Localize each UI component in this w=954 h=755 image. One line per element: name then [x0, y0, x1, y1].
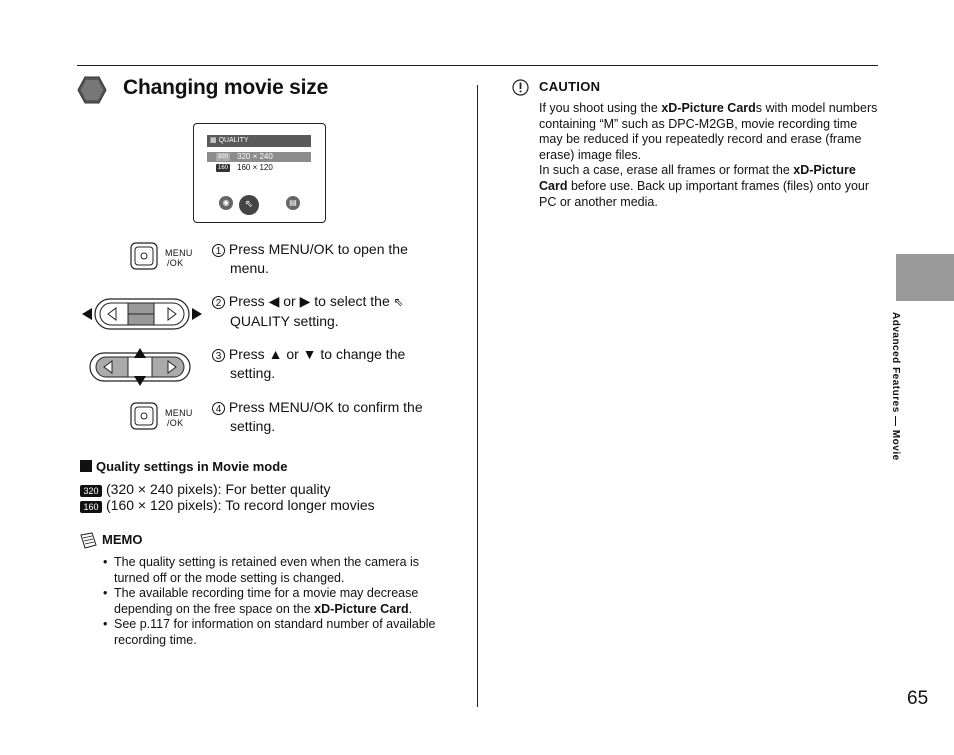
size-160-icon: 160 [80, 501, 102, 513]
right-arrow-icon: ▶ [299, 293, 311, 309]
quality-item-320: 320 (320 × 240 pixels): For better quality [80, 481, 331, 497]
menu-ok-button-icon [130, 242, 158, 270]
column-divider [477, 85, 478, 707]
step-3: 3 Press ▲ or ▼ to change the setting. [212, 345, 462, 383]
quality-icon: ⇖ [239, 195, 259, 215]
memo-item: • The quality setting is retained even when the camera is turned off or the mode setting is changed. [100, 555, 445, 586]
quality-icon: ⇖ [393, 295, 404, 309]
caution-title: CAUTION [539, 79, 601, 94]
lcd-option-160: 160 160 × 120 [217, 163, 273, 172]
top-rule [77, 65, 878, 66]
lcd-menu [207, 135, 311, 188]
quality-heading: Quality settings in Movie mode [80, 459, 287, 474]
page-title: Changing movie size [123, 76, 329, 99]
up-down-dpad-icon [88, 346, 192, 388]
chapter-tab [896, 254, 954, 301]
caution-body: If you shoot using the xD-Picture Cards with model numbers containing “M” such as DPC-M2GB, movie recording time may be reduced if you repeatedly record and erase (frame erase) image files. In such a case, erase all frames or format the xD-Picture Card before use. Back up important frames (files) onto your PC or another media. [539, 101, 878, 209]
memo-list [100, 555, 445, 648]
down-arrow-icon: ▼ [302, 346, 317, 362]
chapter-side-label: Advanced Features — Movie [890, 312, 901, 461]
page-number: 65 [907, 688, 929, 709]
quality-item-160: 160 (160 × 120 pixels): To record longer movies [80, 497, 375, 513]
step-2: 2 Press ◀ or ▶ to select the ⇖ QUALITY setting. [212, 292, 462, 331]
square-bullet-icon [80, 460, 92, 472]
up-arrow-icon: ▲ [268, 346, 283, 362]
left-right-dpad-icon [80, 297, 204, 331]
settings-icon: ▤ [286, 196, 300, 210]
menu-ok-label: MENU /OK [165, 248, 193, 268]
menu-ok-label: MENU /OK [165, 408, 193, 428]
menu-ok-button-icon [130, 402, 158, 430]
step-4: 4 Press MENU/OK to confirm the setting. [212, 398, 462, 436]
section-hexagon-icon [76, 74, 108, 106]
memo-note-icon [78, 531, 98, 551]
memo-item: • The available recording time for a movie may decrease depending on the free space on the xD-Picture Card. [100, 586, 445, 617]
memo-title: MEMO [102, 532, 143, 547]
camera-mode-icon: ◉ [219, 196, 233, 210]
memo-item: • See p.117 for information on standard number of available recording time. [100, 617, 445, 648]
camera-lcd-illustration [193, 123, 326, 223]
left-arrow-icon: ◀ [268, 293, 280, 309]
step-1: 1 Press MENU/OK to open the menu. [212, 240, 452, 278]
lcd-menu-title: ▦ QUALITY [207, 135, 311, 147]
size-320-icon: 320 [80, 485, 102, 497]
caution-icon [512, 79, 529, 96]
lcd-option-320: 320 320 × 240 [207, 152, 311, 162]
